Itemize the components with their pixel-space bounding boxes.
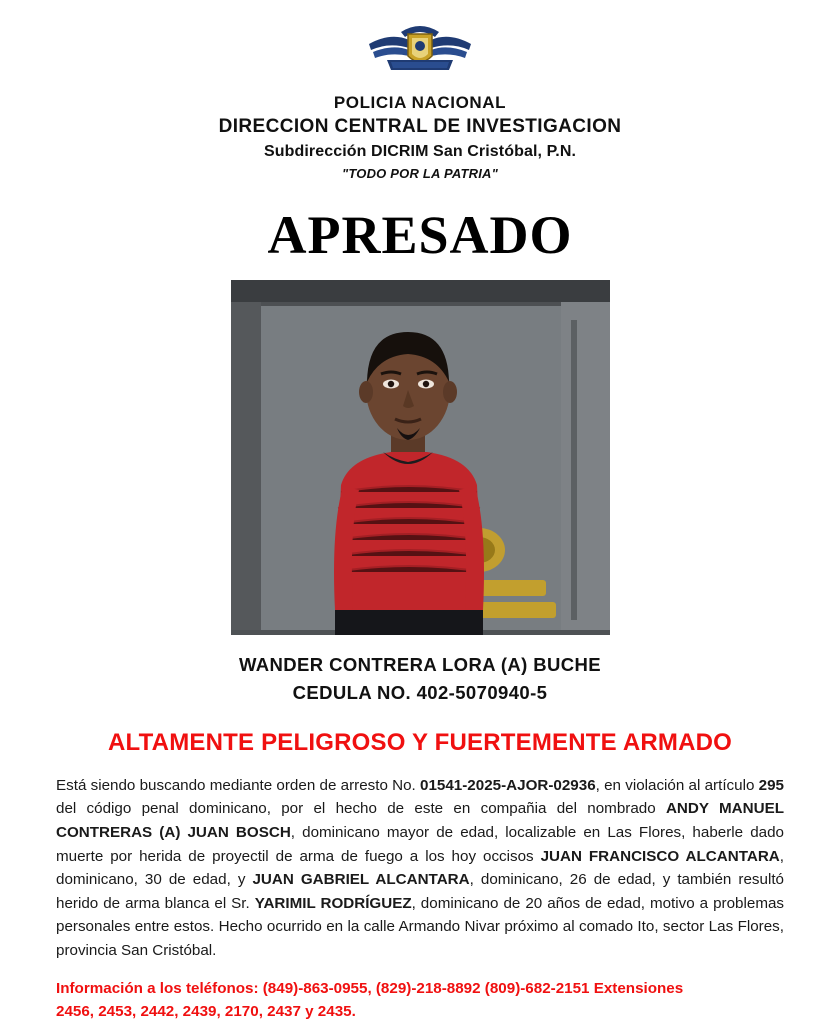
victim-3-name: YARIMIL RODRÍGUEZ [254,894,412,912]
contact-info [56,978,784,1024]
desc-seg-4: , dominicano mayor de edad, localizable en Las Flores, haberle dado muerte por herida de proyectil de arma de fuego a los hoy occisos [56,824,784,865]
subject-cedula: CEDULA NO. 402-5070940-5 [292,682,548,704]
contact-line-2: 2456, 2453, 2442, 2439, 2170, 2437 y 2435. [56,1003,356,1021]
danger-warning: ALTAMENTE PELIGROSO Y FUERTEMENTE ARMADO [107,728,733,756]
subject-name: WANDER CONTRERA LORA (A) BUCHE [238,654,602,676]
desc-seg-7: , dominicano de 20 años de edad, motivo a problemas personales entre estos. Hecho ocurrido en la calle Armando Nivar próximo al comado Ito, sector Las Flores, provincia San Cristóbal. [56,894,785,959]
agency-line-1: POLICIA NACIONAL [333,93,507,112]
victim-1-name: JUAN FRANCISCO ALCANTARA [540,847,780,865]
agency-header [219,92,622,182]
desc-seg-2: , en violación al artículo [595,776,759,794]
desc-seg-3: del código penal dominicano, por el hecho de este en compañia del nombrado [56,800,666,818]
accomplice-name: ANDY MANUEL CONTRERAS (A) JUAN BOSCH [56,800,784,842]
detainee-photo [231,280,610,636]
agency-motto: "TODO POR LA PATRIA" [342,165,498,181]
contact-line-1: Información a los teléfonos: (849)-863-0955, (829)-218-8892 (809)-682-2151 Extensiones [56,980,684,998]
subject-identity [239,651,601,707]
police-crest-icon [361,18,479,80]
arrest-order-number: 01541-2025-AJOR-02936 [420,776,596,794]
victim-2-name: JUAN GABRIEL ALCANTARA [252,871,470,889]
desc-seg-5: , dominicano, 30 de edad, y [56,847,784,889]
case-description [56,774,784,963]
penal-article: 295 [758,776,784,794]
page-title: APRESADO [267,204,573,265]
agency-line-2: DIRECCION CENTRAL DE INVESTIGACION [218,116,622,138]
desc-seg-1: Está siendo buscando mediante orden de arresto No. [56,776,421,794]
agency-line-3: Subdirección DICRIM San Cristóbal, P.N. [263,142,577,160]
desc-seg-6: , dominicano, 26 de edad, y también resultó herido de arma blanca el Sr. [56,871,784,912]
